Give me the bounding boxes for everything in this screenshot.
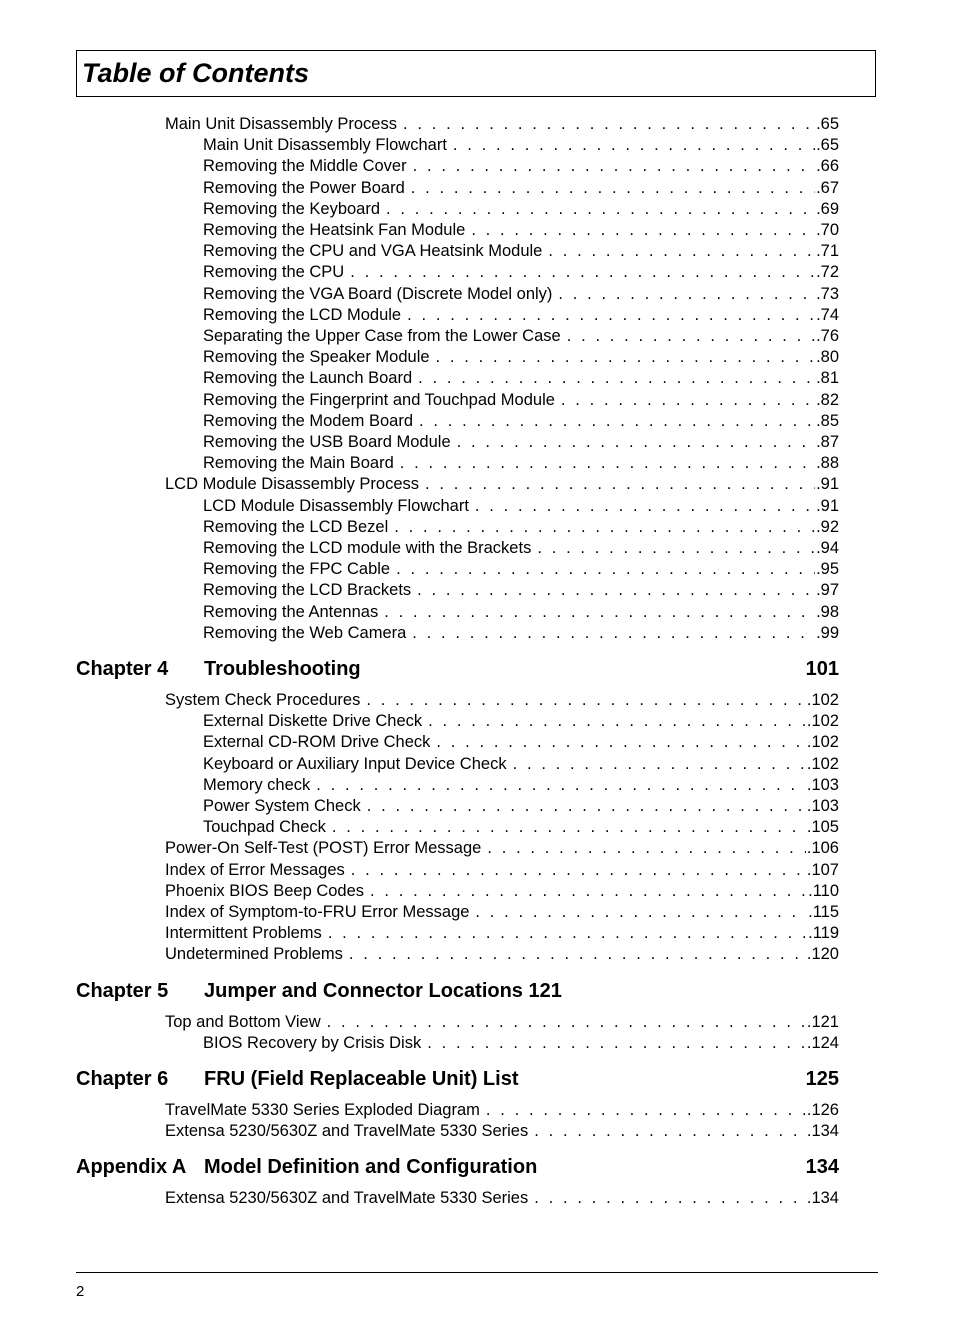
toc-entry[interactable] bbox=[165, 1121, 839, 1141]
dot-leader bbox=[567, 326, 815, 346]
dot-leader bbox=[486, 1100, 806, 1120]
toc-subentry[interactable] bbox=[203, 305, 839, 325]
chapter-label: Chapter 6 bbox=[76, 1068, 169, 1090]
page-number: 2 bbox=[76, 1283, 85, 1300]
toc-entry[interactable] bbox=[165, 474, 839, 494]
chapter-page: 101 bbox=[805, 658, 839, 680]
dot-leader bbox=[513, 754, 806, 774]
toc-entry-page: .119 bbox=[808, 924, 839, 943]
toc-entry-page: .92 bbox=[816, 517, 839, 536]
dot-leader bbox=[558, 284, 815, 304]
toc-entry[interactable] bbox=[165, 923, 839, 943]
dot-leader bbox=[537, 538, 815, 558]
toc-entry-title: Extensa 5230/5630Z and TravelMate 5330 Series bbox=[165, 1189, 529, 1208]
dot-leader bbox=[534, 1121, 806, 1141]
toc-entry[interactable] bbox=[165, 114, 839, 134]
toc-subentry[interactable] bbox=[203, 732, 839, 752]
toc-entry-title: Removing the Main Board bbox=[203, 454, 394, 473]
toc-entry-title: Removing the VGA Board (Discrete Model only) bbox=[203, 284, 553, 303]
toc-entry-title: Removing the LCD Bezel bbox=[203, 517, 389, 536]
toc-entry-title: Intermittent Problems bbox=[165, 924, 322, 943]
dot-leader bbox=[370, 881, 807, 901]
dot-leader bbox=[561, 390, 815, 410]
toc-entry-page: .102 bbox=[806, 712, 839, 731]
toc-entry-title: LCD Module Disassembly Process bbox=[165, 475, 420, 494]
dot-leader bbox=[350, 262, 815, 282]
toc-entry-page: .98 bbox=[816, 602, 839, 621]
toc-entry-title: Memory check bbox=[203, 775, 311, 794]
toc-subentry[interactable] bbox=[203, 241, 839, 261]
toc-subentry[interactable] bbox=[203, 220, 839, 240]
dot-leader bbox=[351, 860, 806, 880]
toc-entry-title: Removing the LCD module with the Brackets bbox=[203, 539, 532, 557]
toc-entry-title: Removing the CPU bbox=[203, 263, 345, 282]
toc-entry-page: .65 bbox=[816, 115, 839, 133]
toc-entry-page: .91 bbox=[816, 475, 839, 494]
toc-entry-page: .102 bbox=[806, 691, 839, 709]
toc-entry-page: .124 bbox=[806, 1033, 839, 1052]
toc-entry-page: .94 bbox=[816, 539, 839, 557]
dot-leader bbox=[327, 1012, 806, 1032]
toc-entry-page: .81 bbox=[816, 369, 839, 388]
toc-entry-page: .72 bbox=[816, 263, 839, 282]
toc-subentry[interactable] bbox=[203, 775, 839, 795]
toc-entry-title: Removing the Antennas bbox=[203, 602, 379, 621]
toc-entry-page: .87 bbox=[816, 433, 839, 451]
dot-leader bbox=[425, 474, 815, 494]
toc-entry-page: .71 bbox=[816, 242, 839, 261]
toc-entry-page: .76 bbox=[816, 327, 839, 345]
dot-leader bbox=[328, 923, 807, 943]
toc-entry-title: Touchpad Check bbox=[203, 818, 326, 837]
toc-entry-title: Removing the Middle Cover bbox=[203, 157, 407, 176]
toc-entry-page: .85 bbox=[816, 411, 839, 430]
toc-entry-title: Phoenix BIOS Beep Codes bbox=[165, 881, 365, 900]
page-title: Table of Contents bbox=[82, 58, 309, 88]
toc-entry-title: Index of Symptom-to-FRU Error Message bbox=[165, 903, 470, 921]
dot-leader bbox=[384, 602, 815, 622]
toc-subentry[interactable] bbox=[203, 1033, 839, 1053]
dot-leader bbox=[475, 496, 815, 516]
toc-entry[interactable] bbox=[165, 690, 839, 710]
toc-subentry[interactable] bbox=[203, 156, 839, 176]
toc-subentry[interactable] bbox=[203, 368, 839, 388]
toc-entry-page: .105 bbox=[806, 818, 839, 837]
toc-subentry[interactable] bbox=[203, 262, 839, 282]
toc-subentry[interactable] bbox=[203, 411, 839, 431]
dot-leader bbox=[453, 135, 815, 155]
dot-leader bbox=[457, 432, 815, 452]
dot-leader bbox=[475, 902, 807, 922]
chapter-page: 134 bbox=[805, 1156, 839, 1179]
dot-leader bbox=[436, 347, 816, 367]
toc-subentry[interactable] bbox=[203, 390, 839, 410]
toc-entry-page: .103 bbox=[806, 797, 839, 815]
dot-leader bbox=[366, 690, 806, 710]
toc-entry-title: Removing the Speaker Module bbox=[203, 348, 430, 367]
dot-leader bbox=[386, 199, 815, 219]
dot-leader bbox=[407, 305, 815, 325]
dot-leader bbox=[427, 1033, 806, 1053]
toc-entry[interactable] bbox=[165, 838, 839, 858]
toc-entry[interactable] bbox=[165, 902, 839, 922]
toc-subentry[interactable] bbox=[203, 178, 839, 198]
toc-entry-title: Index of Error Messages bbox=[165, 860, 345, 879]
chapter-title: Troubleshooting bbox=[204, 658, 361, 680]
toc-entry-page: .95 bbox=[816, 560, 839, 579]
toc-entry[interactable] bbox=[165, 1188, 839, 1208]
toc-entry-title: Removing the Power Board bbox=[203, 178, 405, 197]
toc-entry-title: BIOS Recovery by Crisis Disk bbox=[203, 1033, 422, 1052]
toc-entry-title: Extensa 5230/5630Z and TravelMate 5330 Series bbox=[165, 1122, 529, 1141]
toc-entry-title: External Diskette Drive Check bbox=[203, 712, 423, 731]
toc-entry-title: Removing the USB Board Module bbox=[203, 433, 451, 451]
toc-subentry[interactable] bbox=[203, 432, 839, 452]
chapter-title: FRU (Field Replaceable Unit) List bbox=[204, 1068, 519, 1090]
toc-entry-title: Power-On Self-Test (POST) Error Message bbox=[165, 839, 482, 858]
toc-entry-page: .115 bbox=[808, 903, 839, 921]
dot-leader bbox=[418, 368, 815, 388]
toc-entry-title: LCD Module Disassembly Flowchart bbox=[203, 496, 469, 515]
dot-leader bbox=[419, 411, 815, 431]
toc-entry-title: Main Unit Disassembly Flowchart bbox=[203, 136, 447, 155]
toc-entry-title: System Check Procedures bbox=[165, 691, 361, 709]
toc-entry-page: .103 bbox=[806, 775, 839, 794]
toc-subentry[interactable] bbox=[203, 602, 839, 622]
dot-leader bbox=[534, 1188, 806, 1208]
toc-entry-title: Keyboard or Auxiliary Input Device Check bbox=[203, 754, 507, 773]
toc-entry-title: Removing the Modem Board bbox=[203, 411, 414, 430]
toc-entry-page: .110 bbox=[808, 881, 839, 900]
toc-entry-title: External CD-ROM Drive Check bbox=[203, 733, 431, 752]
toc-entry-title: Removing the CPU and VGA Heatsink Module bbox=[203, 242, 543, 261]
toc-entry-page: .69 bbox=[816, 199, 839, 218]
toc-entry-page: .107 bbox=[806, 860, 839, 879]
toc-entry-page: .88 bbox=[816, 454, 839, 473]
dot-leader bbox=[417, 580, 815, 600]
dot-leader bbox=[471, 220, 815, 240]
toc-subentry[interactable] bbox=[203, 347, 839, 367]
toc-entry-page: .74 bbox=[816, 305, 839, 324]
toc-subentry[interactable] bbox=[203, 796, 839, 816]
toc-entry-page: .70 bbox=[816, 221, 839, 239]
toc-entry-title: Removing the Heatsink Fan Module bbox=[203, 221, 466, 239]
toc-entry-page: .73 bbox=[816, 284, 839, 303]
toc-subentry[interactable] bbox=[203, 496, 839, 516]
chapter-heading[interactable] bbox=[76, 978, 839, 1004]
toc-entry-page: .126 bbox=[806, 1101, 839, 1119]
toc-entry-page: .65 bbox=[816, 136, 839, 155]
toc-subentry[interactable] bbox=[203, 711, 839, 731]
toc-entry[interactable] bbox=[165, 1100, 839, 1120]
toc-entry-page: .82 bbox=[816, 390, 839, 409]
chapter-title: Model Definition and Configuration bbox=[204, 1156, 538, 1179]
dot-leader bbox=[316, 775, 806, 795]
dot-leader bbox=[487, 838, 806, 858]
dot-leader bbox=[428, 711, 806, 731]
toc-entry-title: Undetermined Problems bbox=[165, 945, 343, 964]
toc-entry-title: Removing the Fingerprint and Touchpad Module bbox=[203, 390, 555, 409]
dot-leader bbox=[403, 114, 815, 134]
chapter-label: Chapter 5 bbox=[76, 979, 169, 1002]
toc-entry-page: .102 bbox=[806, 733, 839, 752]
toc-subentry[interactable] bbox=[203, 623, 839, 643]
dot-leader bbox=[394, 517, 815, 537]
toc-subentry[interactable] bbox=[203, 817, 839, 837]
toc-entry-title: Removing the Keyboard bbox=[203, 199, 381, 218]
toc-entry-page: .121 bbox=[806, 1012, 839, 1031]
toc-entry-page: .120 bbox=[806, 945, 839, 964]
toc-entry[interactable] bbox=[165, 860, 839, 880]
toc-entry-page: .66 bbox=[816, 157, 839, 176]
toc-entry-title: Removing the LCD Brackets bbox=[203, 581, 412, 600]
toc-entry-page: .91 bbox=[816, 496, 839, 515]
toc-subentry[interactable] bbox=[203, 580, 839, 600]
chapter-heading[interactable] bbox=[76, 1154, 839, 1180]
dot-leader bbox=[411, 178, 815, 198]
toc-entry-page: .102 bbox=[806, 754, 839, 773]
toc-subentry[interactable] bbox=[203, 284, 839, 304]
toc-entry-title: Removing the Web Camera bbox=[203, 623, 407, 642]
toc-entry-title: Top and Bottom View bbox=[165, 1012, 321, 1031]
dot-leader bbox=[367, 796, 806, 816]
toc-entry-page: .80 bbox=[816, 348, 839, 367]
toc-subentry[interactable] bbox=[203, 538, 839, 558]
toc-entry-page: .67 bbox=[816, 178, 839, 197]
toc-subentry[interactable] bbox=[203, 326, 839, 346]
toc-entry-page: .106 bbox=[806, 839, 839, 858]
toc-entry-title: Removing the LCD Module bbox=[203, 305, 402, 324]
toc-entry-title: Removing the Launch Board bbox=[203, 369, 413, 388]
toc-subentry[interactable] bbox=[203, 199, 839, 219]
toc-entry-page: .134 bbox=[806, 1122, 839, 1141]
toc-entry-title: TravelMate 5330 Series Exploded Diagram bbox=[165, 1101, 480, 1119]
toc-subentry[interactable] bbox=[203, 517, 839, 537]
dot-leader bbox=[436, 732, 806, 752]
chapter-page: 125 bbox=[805, 1068, 839, 1090]
chapter-title: Jumper and Connector Locations 121 bbox=[204, 979, 562, 1002]
dot-leader bbox=[332, 817, 806, 837]
toc-entry[interactable] bbox=[165, 944, 839, 964]
toc-subentry[interactable] bbox=[203, 559, 839, 579]
toc-subentry[interactable] bbox=[203, 135, 839, 155]
chapter-heading[interactable] bbox=[76, 1066, 839, 1092]
toc-subentry[interactable] bbox=[203, 754, 839, 774]
toc-entry-title: Removing the FPC Cable bbox=[203, 560, 391, 579]
toc-entry-title: Main Unit Disassembly Process bbox=[165, 115, 397, 133]
dot-leader bbox=[400, 453, 815, 473]
toc-entry-title: Separating the Upper Case from the Lower Case bbox=[203, 327, 561, 345]
chapter-label: Chapter 4 bbox=[76, 658, 169, 680]
dot-leader bbox=[548, 241, 815, 261]
toc-subentry[interactable] bbox=[203, 453, 839, 473]
footer-divider bbox=[76, 1272, 878, 1273]
toc-entry[interactable] bbox=[165, 881, 839, 901]
chapter-label: Appendix A bbox=[76, 1156, 187, 1179]
dot-leader bbox=[413, 156, 815, 176]
toc-entry-page: .99 bbox=[816, 623, 839, 642]
dot-leader bbox=[412, 623, 815, 643]
toc-entry-title: Power System Check bbox=[203, 797, 361, 815]
dot-leader bbox=[349, 944, 806, 964]
toc-entry[interactable] bbox=[165, 1012, 839, 1032]
toc-entry-page: .134 bbox=[806, 1189, 839, 1208]
toc-entry-page: .97 bbox=[816, 581, 839, 600]
chapter-heading[interactable] bbox=[76, 656, 839, 682]
dot-leader bbox=[396, 559, 815, 579]
